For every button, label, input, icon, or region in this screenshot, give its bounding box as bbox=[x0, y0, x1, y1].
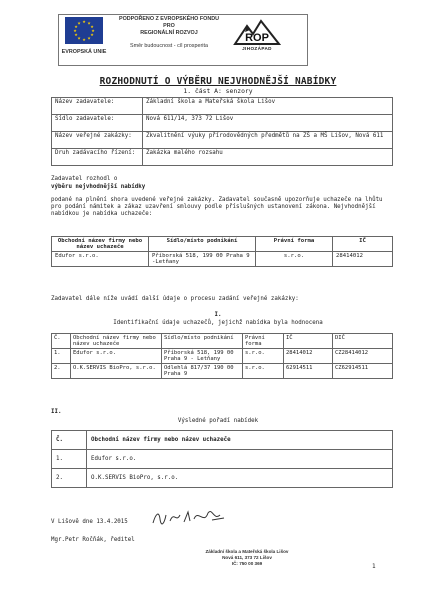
svg-text:★: ★ bbox=[87, 35, 91, 41]
table-cell: O.K.SERVIS BioPro, s.r.o. bbox=[87, 469, 393, 488]
section-2-number: II. bbox=[51, 409, 62, 415]
place-and-date: V Lišově dne 13.4.2015 bbox=[51, 519, 128, 525]
document-subtitle: 1. část A: senzory bbox=[183, 87, 253, 95]
stamp-line-2: Nová 611, 373 72 Lišov bbox=[222, 555, 272, 560]
rop-subtitle: JIHOZÁPAD bbox=[242, 46, 272, 51]
svg-text:★: ★ bbox=[77, 35, 81, 41]
table-cell: Odlehlá 817/37 190 00 Praha 9 bbox=[162, 364, 243, 379]
table-cell: 1. bbox=[52, 450, 87, 469]
svg-text:★: ★ bbox=[82, 19, 86, 24]
table-cell: O.K.SERVIS BioPro, s.r.o. bbox=[71, 364, 162, 379]
column-header: Obchodní název firmy nebo název uchazeče bbox=[71, 334, 162, 349]
table-cell: Zkvalitnění výuky přírodovědných předmětů na ZŠ a MŠ Lišov, Nová 611 bbox=[143, 132, 393, 149]
column-header: Č. bbox=[52, 431, 87, 450]
signature-icon bbox=[150, 507, 230, 529]
school-stamp bbox=[183, 549, 311, 587]
table-row bbox=[52, 132, 393, 149]
table-cell: s.r.o. bbox=[243, 349, 284, 364]
table-row bbox=[52, 149, 393, 166]
fund-line-3: REGIONÁLNÍ ROZVOJ bbox=[140, 30, 198, 36]
table-cell: Název veřejné zakázky: bbox=[52, 132, 143, 149]
svg-text:★: ★ bbox=[74, 32, 78, 37]
eu-label: EVROPSKÁ UNIE bbox=[61, 49, 107, 55]
fund-line-2: PRO bbox=[163, 23, 175, 29]
table-cell: 28414012 bbox=[284, 349, 333, 364]
table-cell: Příborská 518, 199 00 Praha 9 -Letňany bbox=[149, 252, 256, 267]
table-cell: CZ62914511 bbox=[333, 364, 393, 379]
decision-paragraph: podané na plnění shora uvedené veřejné zakázky. Zadavatel současně upozorňuje uchazeče na lhůtu pro podání námitek a zákaz uzavření smlouvy podle příslušných ustanovení zákona. Nejvhodnější nabídkou je nabídka uchazeče: bbox=[51, 197, 383, 218]
table-cell: 28414012 bbox=[333, 252, 393, 267]
table-row bbox=[52, 252, 393, 267]
stamp-line-3: IČ: 750 00 369 bbox=[231, 561, 263, 566]
svg-text:★: ★ bbox=[90, 24, 94, 29]
column-header: DIČ bbox=[333, 334, 393, 349]
contracting-authority-table bbox=[51, 97, 393, 166]
column-header: Právní forma bbox=[256, 237, 333, 252]
column-header: Sídlo/místo podnikání bbox=[162, 334, 243, 349]
column-header: IČ bbox=[333, 237, 393, 252]
column-header: Č. bbox=[52, 334, 71, 349]
decision-line-1: Zadavatel rozhodl o bbox=[51, 176, 118, 182]
further-info-text: Zadavatel dále níže uvádí další údaje o procesu zadání veřejné zakázky: bbox=[51, 296, 299, 302]
table-cell: s.r.o. bbox=[256, 252, 333, 267]
stamp-line-1: Základní škola a Mateřská škola Lišov bbox=[205, 549, 289, 554]
table-cell: 1. bbox=[52, 349, 71, 364]
table-row bbox=[52, 450, 393, 469]
rop-title: ROP bbox=[245, 32, 269, 44]
section-1-number: I. bbox=[214, 312, 222, 318]
svg-text:★: ★ bbox=[77, 20, 81, 26]
column-header: Sídlo/místo podnikání bbox=[149, 237, 256, 252]
column-header: Obchodní název firmy nebo název uchazeče bbox=[87, 431, 393, 450]
table-cell: Název zadavatele: bbox=[52, 98, 143, 115]
svg-text:★: ★ bbox=[90, 32, 94, 37]
table-row bbox=[52, 349, 393, 364]
ranking-table bbox=[51, 430, 393, 488]
table-cell: Základní škola a Mateřská škola Lišov bbox=[143, 98, 393, 115]
page-number: 1 bbox=[372, 563, 376, 570]
section-1-title: Identifikační údaje uchazečů, jejichž nabídka byla hodnocena bbox=[113, 320, 323, 326]
rop-logo bbox=[233, 18, 281, 54]
table-cell: 2. bbox=[52, 364, 71, 379]
table-cell: Druh zadávacího řízení: bbox=[52, 149, 143, 166]
decision-line-2: výběru nejvhodnější nabídky bbox=[51, 184, 146, 190]
table-cell: s.r.o. bbox=[243, 364, 284, 379]
table-cell: Příborská 518, 199 00 Praha 9 - Letňany bbox=[162, 349, 243, 364]
table-row bbox=[52, 469, 393, 488]
table-cell: Edufor s.r.o. bbox=[71, 349, 162, 364]
table-cell: Edufor s.r.o. bbox=[87, 450, 393, 469]
table-cell: 2. bbox=[52, 469, 87, 488]
svg-text:★: ★ bbox=[74, 24, 78, 29]
column-header: IČ bbox=[284, 334, 333, 349]
column-header: Obchodní název firmy nebo název uchazeče bbox=[52, 237, 149, 252]
eu-flag-icon bbox=[65, 17, 103, 44]
winner-table bbox=[51, 236, 393, 267]
section-2-title: Výsledné pořadí nabídek bbox=[177, 418, 259, 424]
table-header-row bbox=[52, 431, 393, 450]
document-title: ROZHODNUTÍ O VÝBĚRU NEJVHODNĚJŠÍ NABÍDKY bbox=[99, 76, 337, 87]
table-row bbox=[52, 364, 393, 379]
table-row bbox=[52, 98, 393, 115]
column-header: Právní forma bbox=[243, 334, 284, 349]
svg-text:★: ★ bbox=[82, 37, 86, 42]
svg-text:★: ★ bbox=[73, 28, 77, 33]
table-cell: Zakázka malého rozsahu bbox=[143, 149, 393, 166]
fund-line-1: PODPOŘENO Z EVROPSKÉHO FONDU bbox=[118, 16, 220, 22]
participants-table bbox=[51, 333, 393, 379]
signatory: Mgr.Petr Ročňák, ředitel bbox=[51, 537, 135, 543]
table-cell: 62914511 bbox=[284, 364, 333, 379]
table-row bbox=[52, 115, 393, 132]
svg-text:★: ★ bbox=[91, 28, 95, 33]
table-cell: Nová 611/14, 373 72 Lišov bbox=[143, 115, 393, 132]
table-header-row bbox=[52, 237, 393, 252]
table-cell: CZ28414012 bbox=[333, 349, 393, 364]
table-cell: Sídlo zadavatele: bbox=[52, 115, 143, 132]
slogan: Směr budoucnost - cíl prosperita bbox=[130, 43, 208, 49]
table-header-row bbox=[52, 334, 393, 349]
table-cell: Edufor s.r.o. bbox=[52, 252, 149, 267]
svg-text:★: ★ bbox=[87, 20, 91, 26]
